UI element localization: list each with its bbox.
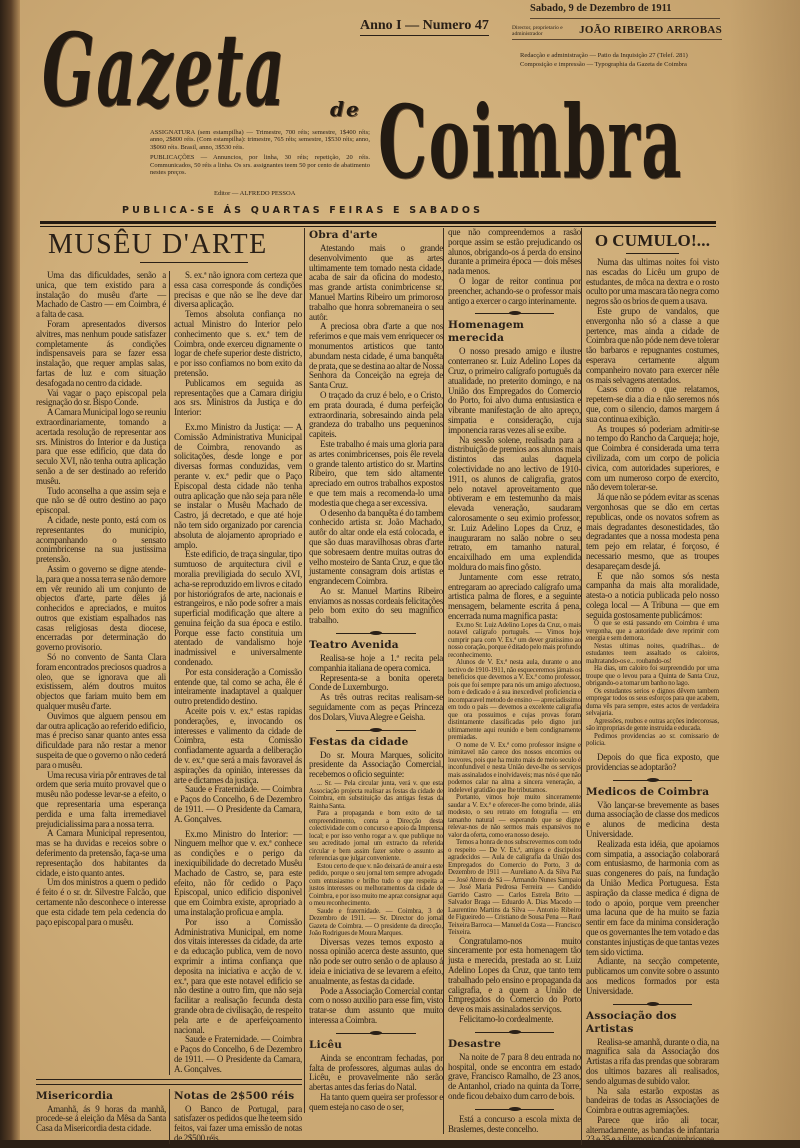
article-paragraph: Ha dias, um caloiro foi surpreendido por uma troupe que o levou para a Quinta de Santa Cruz, obrigando-o a tomar um banho no lago. (586, 665, 719, 688)
article-paragraph: Ao sr. Manuel Martins Ribeiro enviamos as nossas cordeais felicitações pelo bom exito do seu magnifico trabalho. (309, 585, 443, 626)
article-title: Desastre (448, 1037, 502, 1050)
director-name: JOÃO RIBEIRO ARROBAS (579, 24, 722, 36)
article-paragraph: Diversas vezes temos exposto a nossa opinião acerca deste assunto, que não pode ser outro senão o de aplauso á ideia e iniciativa de se levarem a efeito, anualmente, as festas da cidade. (309, 936, 443, 986)
article-paragraph: Já que não se pódem evitar as scenas vergonhosas que se dão em certas republicas, onde os novatos sofrem as mais degradantes desonestidades, tão degradantes que a nossa modesta pena tem pejo em relatar, é forçoso, é necessario mesmo, que as troupes desapareçam desde já. (586, 492, 719, 571)
article-paragraph: Saude e Fraternidade. — Coimbra e Paços do Concelho, 6 de Dezembro de 1911. — O Presidente da Camara, A. Gonçalves. (174, 784, 302, 824)
article-paragraph: As troupes só poderiam admitir-se no tempo do Rancho da Carqueja; hoje, que Coimbra é considerada uma terra civilizada, com um corpo de policia civica, com autoridades superiores, e com um numeroso corpo de exercito, não devem tolerar-se. (586, 423, 719, 493)
article-paragraph: Amanhã, ás 9 horas da manhã, procede-se á eleição da Mêsa da Santa Casa da Misericordia desta cidade. (36, 1103, 166, 1134)
article-medicos (586, 776, 719, 997)
editor-line: Editor — ALFREDO PESSOA (214, 190, 296, 197)
article-paragraph: Parece que irão ali tocar, alternadamente, as bandas de infantaria 23 e 35 e a filarmonica Conimbricense. (586, 1114, 719, 1145)
article-paragraph: O nosso presado amigo e ilustre conterraneo sr. Luiz Adelino Lopes da Cruz, o primeiro calígrafo português da atualidade, no preterito domingo, e na União dos Empregados do Comercio do Porto, foi alvo duma entusiastica e vibrante manifestação de alto apreço, simpatia e consideração, cuja imponencia raras vezes ali se exibe. (448, 346, 581, 435)
article-paragraph: Este grupo de vandalos, que envergonha não só a classe a que pertence, mas ainda a cidade de Coimbra que não póde nem deve tolerar tão barbaros e repugnantes costumes, esperava certamente algum companheiro novato para exercer nêle os mais selvagens atentados. (586, 305, 719, 385)
director-label: Director, proprietario e administrador (512, 24, 563, 37)
article-paragraph: Foram apresentados diversos alvitres, mas nenhum poude satisfazer completamente ás condições indispensaveis para se fazer essa instalação, que requer amplas salas, fartas de luz e com situação desafogada no centro da cidade. (36, 318, 166, 388)
article-paragraph: A Camara Municipal logo se reuniu extraordinariamente, tomando a acertada resolução de representar aos srs. Ministros do Interior e da Justiça para que esse edificio, que data do seculo XVI, não tenha outra aplicação senão a de ser destinado ao referido musêu. (36, 407, 166, 486)
article-paragraph: Ex.mo Ministro da Justiça: — A Comissão Administrativa Municipal de Coimbra, renovando as solicitações, desde longe e por diversas formas conduzidas, vem perante v. ex.ª pedir que o Paço Episcopal desta cidade não tenha outra aplicação que não seja para nêle se instalar o Musêu Machado de Castro, já decretado, e que até hoje não tem sido organizado por carencia absoluta de alojamento apropriado e amplo. (174, 421, 302, 550)
page-binding-edge (0, 0, 20, 1148)
article-paragraph: O desenho da banquêta é do tambem conhecido artista sr. João Machado, autôr do altar onde ela está colocada, e que são duas maravilhosas obras d'arte que sobresaem dentre muitas outras do velho mosteiro de Santa Cruz, e que tão justamente consagram dois artistas e engrandecem Coimbra. (309, 507, 443, 587)
issue-number: Anno I — Numero 47 (360, 18, 489, 36)
article-paragraph: Numa das ultimas noites foi visto nas escadas do Licêu um grupo de estudantes, de môca na dextra e o rosto oculto por uma mascara tão negra como negros são os brios de quem a usava. (586, 257, 719, 307)
article-paragraph: Juntamente com esse retrato, entregaram ao apreciado calígrafo uma artistica palma de flores, e a seguinte mensagem, belamente escrita á pena, encerrada numa magnifica pasta: (448, 571, 581, 621)
masthead-rule (40, 221, 716, 224)
article-paragraph: Ouvimos que alguem pensou em dar outra aplicação ao referido edificio, mas é preciso sanar quanto antes essa dificuldade para não restar a menor suspeita de que o governo o não cederá para o musêu. (36, 710, 166, 770)
column-4 (443, 228, 581, 1134)
publication-schedule: PUBLICA-SE ÁS QUARTAS FEIRAS E SABADOS (122, 205, 484, 216)
article-paragraph: Alunos de V. Ex.ª nesta aula, durante o ano lectivo de 1910-1911, não esqueceremos jámais os beneficios que devemos a V. Ex.ª como professor, pois que foi sempre para nós um amigo afectuoso, bom e dedicado e á sua inexcedivel proficiencia e incomparavel metodo de ensino — apreciadissimo em todo o país — devemos a excelente caligrafia que ora possuimos e cujas provas foram distintamente classificadas pelo digno juri ultimamente aqui reunido e bem condignamente premiadas. (448, 659, 581, 742)
article-paragraph: Atestando mais o grande desenvolvimento que as artes ultimamente tem tomado nesta cidade, acaba de sair da oficina do modesto, mas grande artista conimbricense sr. Manuel Martins Ribeiro um primoroso trabalho que honra sobremaneira o seu autôr. (309, 243, 443, 322)
article-paragraph: Na sala estarão expostas as bandeiras de todas as Associações de Coimbra e outras agremiações. (586, 1085, 719, 1116)
article-desastre (448, 1028, 581, 1102)
article-homenagem (448, 309, 581, 1024)
page-shadow (730, 0, 800, 1148)
article-misericordia (36, 1089, 169, 1144)
article-teatro-avenida (309, 629, 443, 723)
column-3 (304, 228, 443, 1113)
article-paragraph: Tudo aconselha a que assim seja e que não se dê outro destino ao paço episcopal. (36, 485, 166, 516)
museu-columns (36, 271, 302, 1075)
article-paragraph: Só no convento de Santa Clara foram encontrados preciosos quadros a oleo, que se ignorava que ali existissem, além doutros muitos objectos que fariam muito bem em qualquer musêu d'arte. (36, 652, 166, 712)
article-paragraph: Por isso a Comissão Administrativa Municipal, em nome dos vitais interesses da cidade, da arte e da educação publica, vem de novo exprimir a intima confiança que deposita na iniciativa e acção de v. ex.ª, para que este notavel edificio se não destine a outro fim, que não seja facilitar a realisação fecunda desta grande obra de civilisação, de respeito pela arte e de aperfeiçoamento nacional. (174, 916, 302, 1035)
article-concurso (448, 1105, 581, 1135)
ornamental-rule (448, 309, 581, 317)
ornamental-rule (448, 1105, 581, 1113)
address-block (520, 52, 730, 69)
masthead-rule-thin (40, 226, 716, 227)
article-paragraph: S. ex.ª não ignora com certeza que essa casa corresponde ás condições precisas e que não se lhe deve dar diversa aplicação. (174, 270, 302, 310)
article-paragraph: Ex.mo Ministro do Interior: — Ninguem melhor que v. ex.ª conhece as condições e o perigo da inexiquibilidade do decretado Musêu Machado de Castro, se, para este efeito, não fôr cedido o Paço Episcopal, unico edificio disponivel que em Coimbra existe, apropriado a uma instalação proficua e ampla. (174, 828, 302, 917)
article-title: Homenagem merecida (448, 319, 525, 345)
article-paragraph: Na noite de 7 para 8 deu entrada no hospital, onde se encontra em estado grave, Francisco Ramalho, de 23 anos, de Antanhol, criado na quinta da Torre, onde ficou debaixo dum carro de bois. (448, 1051, 581, 1102)
article-title: Notas de 2$500 réis (174, 1089, 295, 1102)
article-paragraph: Por esta consideração a Comissão entende que, tal como se acha, êle é inteiramente inadaptavel a qualquer outro pretendido destino. (174, 666, 302, 707)
ornamental-rule (448, 1028, 581, 1036)
article-paragraph: Temos a honra de nos subscrevermos com todo o respeito — De V. Ex.ª, amigos e discipulos agradecidos — Aula de caligrafia da União dos Empregados do Comercio do Porto, 3 de Dezembro de 1911 — Aureliano A. da Silva Paz — José Abreu de Sá — Armando Nunes Sampaio — José Maria Pedrosa Ferreira — Candido Garrido Castro — Carlos Estrela Brito — Salvador Braga — Eduardo A. Dias Macedo — Laurentino Martins da Silva — Antonio Ribeiro de Figueiredo — Cristiano de Sousa Pena — Raul Teixeira Barroca — Manuel da Costa — Francisco Teixeira. (448, 839, 581, 937)
article-title: Associação dos Artistas (586, 1009, 677, 1035)
article-paragraph: O logar de reitor continua por preencher, achando-se o professor mais antigo a exercer o cargo interinamente. (448, 275, 581, 306)
publicacoes-text: PUBLICAÇÕES — Annuncios, por linha, 30 réis; repetição, 20 réis. Communicados, 50 réis a linha. Os srs. assignantes teem 50 por cento de abatimento nestes preços. (150, 154, 370, 177)
article-liceu (309, 1029, 443, 1113)
article-paragraph: As três outras recitas realisam-se seguidamente com as peças Princeza dos Dolars, Viuva Alegre e Geisha. (309, 692, 443, 722)
article-paragraph: ... Sr. — Pela circular junta, verá v. que esta Associação projecta realisar as festas da cidade de Coimbra, em substituição das antigas festas da Rainha Santa. (309, 780, 443, 810)
article-paragraph: Ha tanto quem queira ser professor e quem esteja no caso de o ser, (309, 1091, 443, 1112)
article-title: Medicos de Coimbra (586, 785, 710, 798)
article-paragraph: Felicitamo-lo cordealmente. (459, 1014, 554, 1025)
article-paragraph: Nestas ultimas noites, quadrilhas... de estudantes teem assaltado os caloiros, maltratando-os e... roubando-os! (586, 642, 719, 665)
article-paragraph: Saude e Fraternidade. — Coimbra e Paços do Concelho, 6 de Dezembro de 1911. — O Presidente da Camara, A. Gonçalves. (174, 1034, 302, 1074)
article-museu-col1 (36, 271, 169, 1075)
article-paragraph: Este trabalho é mais uma gloria para as artes conimbricenses, pois êle revela o grande talento artistico do sr. Martins Ribeiro, que tem sido altamente apreciado em outros trabalhos expostos e que tem mais a recomenda-lo uma modestia que chega a ser excessiva. (309, 438, 443, 508)
article-paragraph: O traçado da cruz é belo, e o Cristo, em prata dourada, é duma perfeição extraordinaria, sobresaindo ainda pela grandeza do trabalho uns pequeninos capiteis. (309, 389, 443, 440)
article-cumulo (586, 231, 719, 773)
article-title: Teatro Avenida (309, 639, 399, 652)
masthead-title-coimbra: Coimbra (378, 83, 683, 201)
ornamental-rule (586, 776, 719, 784)
article-notas (169, 1089, 302, 1144)
article-paragraph: Agressões, roubos e outras acções indecorosas, são improprias de gente instruida e educada. (586, 717, 719, 733)
article-paragraph: Ex.mo Sr. Luiz Adelino Lopes da Cruz, o mais notavel calígrafo português. — Vimos hoje cumprir para com V. Ex.ª um dever gratissimo ao nosso coração, porque é ditado pelo mais profundo reconhecimento. (448, 621, 581, 659)
article-paragraph: A preciosa obra d'arte a que nos referimos e que mais vem enriquecer os monumentos artisticos que tanto abundam nesta cidade, é uma banquêta de prata, que se destina ao altar de Nossa Senhora da Conceição na egreja de Santa Cruz. (309, 321, 443, 391)
article-associacao-artistas (586, 1000, 719, 1146)
article-paragraph: Para a propaganda e bom exito de tal empreendimento, conta a Direcção desta colectividade com o concurso e apoio da Imprensa local; e por isso venho rogar a v. que publique no seu acreditado jornal um extracto da referida circular e bem assim fazer sobre o assunto as referencias que julgar conveniente. (309, 810, 443, 863)
article-paragraph: O que se está passando em Coimbra é uma vergonha, que a autoridade deve reprimir com energia e sem demora. (586, 620, 719, 643)
article-paragraph: Na sessão solene, realisada para a distribuição de premios aos alunos mais distintos das aulas daquela colectividade no ano lectivo de 1910-1911, os alunos de caligrafia, gratos pelo notavel aproveitamento que obtiveram e em testemunho da mais elevada veneração, saudaram calorosamente o seu eximio professor, sr. Luiz Adelino Lopes da Cruz, e inauguraram no salão nobre o seu retrato, em tamanho natural, encaixilhado em uma explendida moldura do mais fino gôsto. (448, 434, 581, 572)
article-paragraph: Temos absoluta confiança no actual Ministro do Interior pelo conhecimento que s. ex.ª tem de Coimbra, onde exerceu dignamente o logar de chefe superior deste districto, e por isso confiamos no bom exito da pretensão. (174, 309, 302, 378)
article-paragraph: O nome de V. Ex.ª como professor insigne e inimitavel não carece dos nossos encomios ou louvores, pois que ha muito mais de meio seculo é inconfundivel e nesta União deve-lhe os serviços mais assinalados e inolvidaveis; mas nós é que não podemos calar na alma a sincera veneração, a indelevel gratidão que lhe tributamos. (448, 741, 581, 794)
article-title: Festas da cidade (309, 735, 409, 748)
article-paragraph: Aceite pois v. ex.ª estas rapidas ponderações, e, invocando os interesses e valimento da cidade de Coimbra, esta Comissão confiadamente aguarda a deliberação de v. ex.ª que será a mais favoravel ás aspirações da opinião, interesses da arte e dictames da justiça. (174, 706, 302, 785)
article-paragraph: Realisa-se amanhã, durante o dia, na magnifica sala da Associação dos Artistas a rifa das prendas que sobraram dos ultimos bazares ali realisados, sendo algumas de subido valor. (586, 1036, 719, 1086)
article-paragraph: Congratulamo-nos muito sinceramente por esta homenagem tão justa e merecida, prestada ao sr. Luiz Adelino Lopes da Cruz, que tanto tem trabalhado pelo ensino e propaganda da caligrafia, e a quem a União de Empregados do Comercio do Porto deve os mais assinalados serviços. (448, 935, 581, 1015)
page-headline: MUSÊU D'ARTE (48, 229, 268, 260)
ornamental-rule (309, 1029, 443, 1037)
subscription-block (150, 129, 370, 176)
article-paragraph: Vai vagar o paço episcopal pela resignação do sr. Bispo Conde. (36, 387, 166, 408)
article-paragraph: Depois do que fica exposto, que providencias se adoptarão? (586, 751, 719, 772)
assignatura-text: ASSIGNATURA (sem estampilha) — Trimestre, 700 réis; semestre, 1$400 réis; anno, 2$800 réis. (Com estampilha): trimestre, 765 réis; semestre, 1$530 réis; anno, 3$060 réis. Brasil, anno, 3$530 réis. (150, 129, 370, 151)
article-title: Misericordia (36, 1089, 114, 1102)
article-paragraph: Representa-se a bonita opereta Conde de Luxemburgo. (309, 672, 443, 693)
ornamental-rule (586, 1000, 719, 1008)
article-paragraph: Está a concurso a escola mixta de Braslemes, deste concelho. (448, 1113, 581, 1134)
title-rule (626, 253, 679, 254)
article-paragraph: Pode a Associação Comercial contar com o nosso auxilio para esse fim, visto tratar-se dum assunto que muito interessa a Coimbra. (309, 985, 443, 1025)
director-line (512, 24, 722, 40)
headline-rule (140, 262, 248, 263)
article-title: Licêu (309, 1038, 343, 1051)
bottom-notes (36, 1089, 302, 1144)
article-title: Obra d'arte (309, 229, 378, 241)
masthead-title-gazeta: Gazeta (42, 11, 287, 129)
article-festas-cidade (309, 726, 443, 1026)
composicao-line: Composição e impressão — Typographia da Gazeta de Coimbra (520, 60, 687, 68)
article-paragraph: Do sr. Moura Marques, solicito presidente da Associação Comercial, recebemos o oficio seguinte: (309, 749, 443, 780)
article-paragraph: Ainda se encontram fechadas, por falta de professores, algumas aulas do Licêu, e provavelmente não serão abertas antes das ferias do Natal. (309, 1052, 443, 1093)
article-paragraph: Casos como o que relatamos, repetem-se dia a dia e não seremos nós que, com o silencio, damos margem á sua continua exibição. (586, 384, 719, 424)
article-paragraph: E que não somos sós nesta campanha da mais alta moralidade, atesta-o a noticia publicada pelo nosso colega local — A Tribuna — que em seguida gostosamente publicámos: (586, 570, 719, 620)
article-museu-col2 (169, 271, 302, 1075)
section-rule (36, 1079, 302, 1085)
redaccao-line: Redacção e administração — Patio da Inquisição 27 (Telef. 281) (520, 52, 688, 59)
article-paragraph: Adiante, na secção competente, publicamos um convite sobre o assunto aos medicos formados por esta Universidade. (586, 956, 719, 996)
article-paragraph: Publicamos em seguida as representações que a Camara dirigiu aos srs. Ministros da Justiça e do Interior: (174, 377, 302, 418)
article-paragraph: Realizada esta idéia, que apoiamos com simpatia, a associação colaborará com entusiasmo, de harmonia com as suas congeneres do país, na fundação da União Medica Portuguesa. Esta aspiração da classe medica é digna de todo o apoio, porque vem preencher uma lacuna que de ha muito se fazia sentir em face da minima consideração que os governantes lhe tem votado e das constantes injustiças de que tantas vezes tem sido victima. (586, 838, 719, 957)
article-paragraph: A cidade, neste ponto, está com os representantes do municipio, acompanhando o sensato conimbricense na sua justissima pretensão. (36, 514, 166, 565)
article-obra-darte (309, 229, 443, 626)
article-paragraph: Este edificio, de traça singular, tipo sumtuoso de arquitectura civil e moralia previligiada do seculo XVI, acha-se reproduzido em livros e citado por historiógrafos de arte, nacionais e estrangeiros, e não pode sofrer a mais superficial modificação que altere a genuina feição da sua época e estilo. Porque esse facto constituia um atentado de vandalismo hoje inadmissivel e universalmente condenado. (174, 549, 302, 668)
article-paragraph: Vão lançar-se brevemente as bases duma associação de classe dos medicos e alunos de medicina desta Universidade. (586, 799, 719, 839)
article-continuation (448, 228, 581, 306)
article-paragraph: Realisa-se hoje a 1.ª recita pela companhia italiana de opera comica. (309, 653, 443, 673)
article-paragraph: A Camara Municipal representou, mas se ha duvidas e receios sobre o deferimento da pretensão, faça-se uma representação dos habitantes da cidade, e isto quanto antes. (36, 828, 166, 878)
article-paragraph: Pedimos providencias ao sr. comissario de policia. (586, 732, 719, 748)
article-paragraph: Um dos ministros a quem o pedido é feito é o sr. dr. Silvestre Falcão, que certamente não desconhece o interesse que esta cidade tem pela cedencia do paço episcopal para o musêu. (36, 877, 166, 927)
masthead-title-de: de (330, 97, 361, 121)
museu-section (36, 271, 302, 1144)
column-5 (581, 228, 719, 1145)
article-paragraph: Estou certo de que v. não deixará de anuir a este pedido, porque o seu jornal tem sempre advogado com entusiasmo e brilho tudo o que respeita a justos interesses ou melhoramentos da cidade de Coimbra, e por isso muito me apraz consignar aqui o meu reconhecimento. (309, 862, 443, 908)
article-paragraph: Uma das dificuldades, senão a unica, que tem existido para a instalação do musêu d'arte — Machado de Castro — em Coimbra, é a falta de casa. (36, 270, 166, 320)
article-paragraph: Os estudantes serios e dignos dêvem tambem empregar todos os seus esforços para que acabem, duma vês para sempre, estes actos de verdadeira selvajaria. (586, 687, 719, 718)
ornamental-rule (309, 726, 443, 734)
ornamental-rule (309, 629, 443, 637)
article-paragraph: O Banco de Portugal, para satisfazer os pedidos que lhe teem sido feitos, vai fazer uma emissão de notas de 2$500 réis. (174, 1103, 302, 1143)
issue-date: Sabado, 9 de Dezembro de 1911 (530, 3, 720, 19)
article-paragraph: Uma recusa viria pôr entraves de tal ordem que seria muito provavel que o musêu não podesse levar-se a efeito, o que representaria uma esperança perdida e uma falta irremediavel prejudicialissima para a nossa terra. (36, 769, 166, 829)
article-title: O CUMULO!... (594, 231, 711, 250)
article-paragraph: Saude e fraternidade. — Coimbra, 3 de Dezembro de 1911. — Sr. Director do jornal Gazeta de Coimbra. — O presidente da direcção, João Rodrigues de Moura Marques. (309, 907, 443, 938)
article-paragraph: Assim o governo se digne atende-la, para que a nossa terra se não demore em vêr reunido ali um conjunto de objectos d'arte, parte dêles já conhecidos e apreciados, e muitos outros que existiam espalhados nas casas religiosas desta diocese, encerradas por determinação do governo provisorio. (36, 563, 166, 653)
article-paragraph: Portanto, vimos hoje muito sinceramente saudar a V. Ex.ª e oferecer-lhe como brinde, aliás modesto, o seu retrato em fotografia — em tamanho natural — esperando que se digne relevar-nos de não sermos mais expansivos no valor da oferta, como era nosso desejo. (448, 794, 581, 839)
article-paragraph: que não compreendemos a rasão porque assim se estão prejudicando os alunos, obrigando-os á perda do ensino durante a primeira época — dois mêses nada menos. (448, 227, 581, 277)
